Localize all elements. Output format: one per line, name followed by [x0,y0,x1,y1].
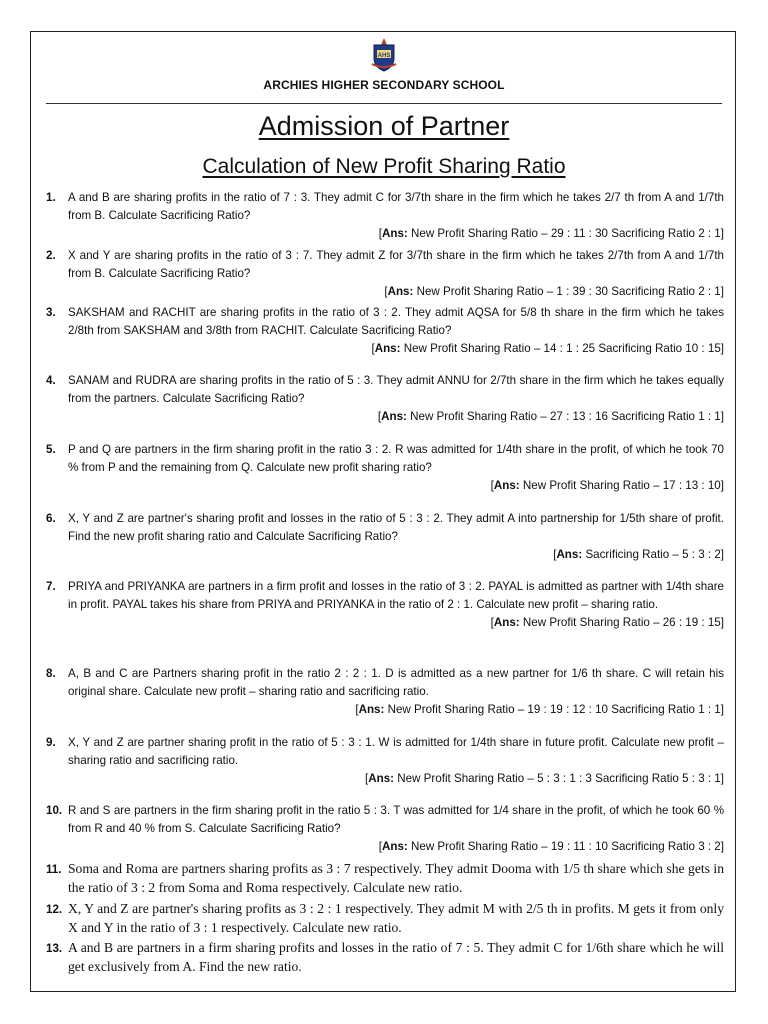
question-text: A and B are partners in a firm sharing profits and losses in the ratio of 7 : 5. They admit C for 1/6th share which he will get exclusively from A. Find the new ratio. [68,940,724,974]
question-text: X, Y and Z are partner's sharing profit and losses in the ratio of 5 : 3 : 2. They admit A into partnership for 1/5th share of profit. Find the new profit sharing ratio and Calculate Sacrificing Ratio? [68,512,724,543]
question-6 [46,510,724,564]
question-number: 1. [46,191,56,204]
question-text: X and Y are sharing profits in the ratio of 3 : 7. They admit Z for 3/7th share in the firm which he takes 2/7th from A and 1/7th from B. Calculate Sacrificing Ratio? [68,249,724,280]
question-text: A and B are sharing profits in the ratio of 7 : 3. They admit C for 3/7th share in the firm which he takes 2/7 th from A and 1/7th from B. Calculate Sacrificing Ratio? [68,191,724,222]
question-13 [46,938,724,976]
question-5 [46,441,724,495]
school-name: ARCHIES HIGHER SECONDARY SCHOOL [263,78,505,92]
question-8 [46,665,724,719]
question-12 [46,899,724,937]
question-text: R and S are partners in the firm sharing profit in the ratio 5 : 3. T was admitted for 1/4 share in the profit, of which he took 60 % from R and 40 % from S. Calculate Sacrificing Ratio? [68,804,724,835]
question-number: 9. [46,736,56,749]
question-1 [46,189,724,243]
question-text: X, Y and Z are partner's sharing profits as 3 : 2 : 1 respectively. They admit M with 2/5 th in profits. M gets it from only X and Y in the ratio of 3 : 1 respectively. Calculate new ratio. [68,901,724,935]
question-answer: [Ans: New Profit Sharing Ratio – 26 : 19 : 15] [490,616,724,629]
page-subtitle: Calculation of New Profit Sharing Ratio [202,155,566,178]
question-number: 4. [46,374,56,387]
svg-text:AHS: AHS [377,53,391,59]
question-number: 7. [46,580,56,593]
question-answer: [Ans: New Profit Sharing Ratio – 29 : 11 : 30 Sacrificing Ratio 2 : 1] [378,227,724,240]
question-answer: [Ans: New Profit Sharing Ratio – 5 : 3 : 1 : 3 Sacrificing Ratio 5 : 3 : 1] [365,772,724,785]
question-text: A, B and C are Partners sharing profit in the ratio 2 : 2 : 1. D is admitted as a new partner for 1/6 th share. C will retain his original share. Calculate new profit – sharing ratio and sacrificing ratio. [68,667,724,698]
question-number: 10. [46,804,63,817]
question-text: SANAM and RUDRA are sharing profits in the ratio of 5 : 3. They admit ANNU for 2/7th share in the firm which he takes equally from the partners. Calculate Sacrificing Ratio? [68,374,724,405]
question-text: SAKSHAM and RACHIT are sharing profits in the ratio of 3 : 2. They admit AQSA for 5/8 th share in the firm which he takes 2/8th from SAKSHAM and 3/8th from RACHIT. Calculate Sacrificing Ratio? [68,306,724,337]
question-text: X, Y and Z are partner sharing profit in the ratio of 5 : 3 : 1. W is admitted for 1/4th share in future profit. Calculate new profit – sharing ratio and sacrificing ratio. [68,736,724,767]
question-3 [46,304,724,358]
question-number: 8. [46,667,56,680]
question-9 [46,734,724,788]
question-text: Soma and Roma are partners sharing profits as 3 : 7 respectively. They admit Dooma with 1/5 th share which she gets in the ratio of 3 : 2 from Soma and Roma respectively. Calculate new ratio. [68,861,724,895]
question-2 [46,247,724,301]
question-answer: [Ans: New Profit Sharing Ratio – 14 : 1 : 25 Sacrificing Ratio 10 : 15] [371,342,724,355]
question-number: 6. [46,512,56,525]
question-number: 12. [46,903,63,916]
question-number: 13. [46,942,63,955]
question-10 [46,802,724,856]
question-text: PRIYA and PRIYANKA are partners in a firm profit and losses in the ratio of 3 : 2. PAYAL is admitted as partner with 1/4th share in profit. PAYAL takes his share from PRIYA and PRIYANKA in the ratio of 2 : 1. Calculate new profit – sharing ratio. [68,580,724,611]
question-answer: [Ans: New Profit Sharing Ratio – 27 : 13 : 16 Sacrificing Ratio 1 : 1] [377,410,724,423]
question-number: 2. [46,249,56,262]
question-answer: [Ans: New Profit Sharing Ratio – 17 : 13 : 10] [490,479,724,492]
question-number: 11. [46,863,62,876]
question-number: 3. [46,306,56,319]
header-divider [46,103,722,104]
question-11 [46,859,724,897]
question-text: P and Q are partners in the firm sharing profit in the ratio 3 : 2. R was admitted for 1/4th share in the profit, of which he took 70 % from P and the remaining from Q. Calculate new profit sharing ratio? [68,443,724,474]
page-title: Admission of Partner [258,111,510,141]
question-number: 5. [46,443,56,456]
school-crest-logo [368,36,400,72]
question-answer: [Ans: New Profit Sharing Ratio – 19 : 19 : 12 : 10 Sacrificing Ratio 1 : 1] [355,703,724,716]
question-answer: [Ans: New Profit Sharing Ratio – 1 : 39 : 30 Sacrificing Ratio 2 : 1] [384,285,724,298]
question-answer: [Ans: Sacrificing Ratio – 5 : 3 : 2] [553,548,724,561]
question-answer: [Ans: New Profit Sharing Ratio – 19 : 11 : 10 Sacrificing Ratio 3 : 2] [378,840,724,853]
question-4 [46,372,724,426]
question-7 [46,578,724,632]
